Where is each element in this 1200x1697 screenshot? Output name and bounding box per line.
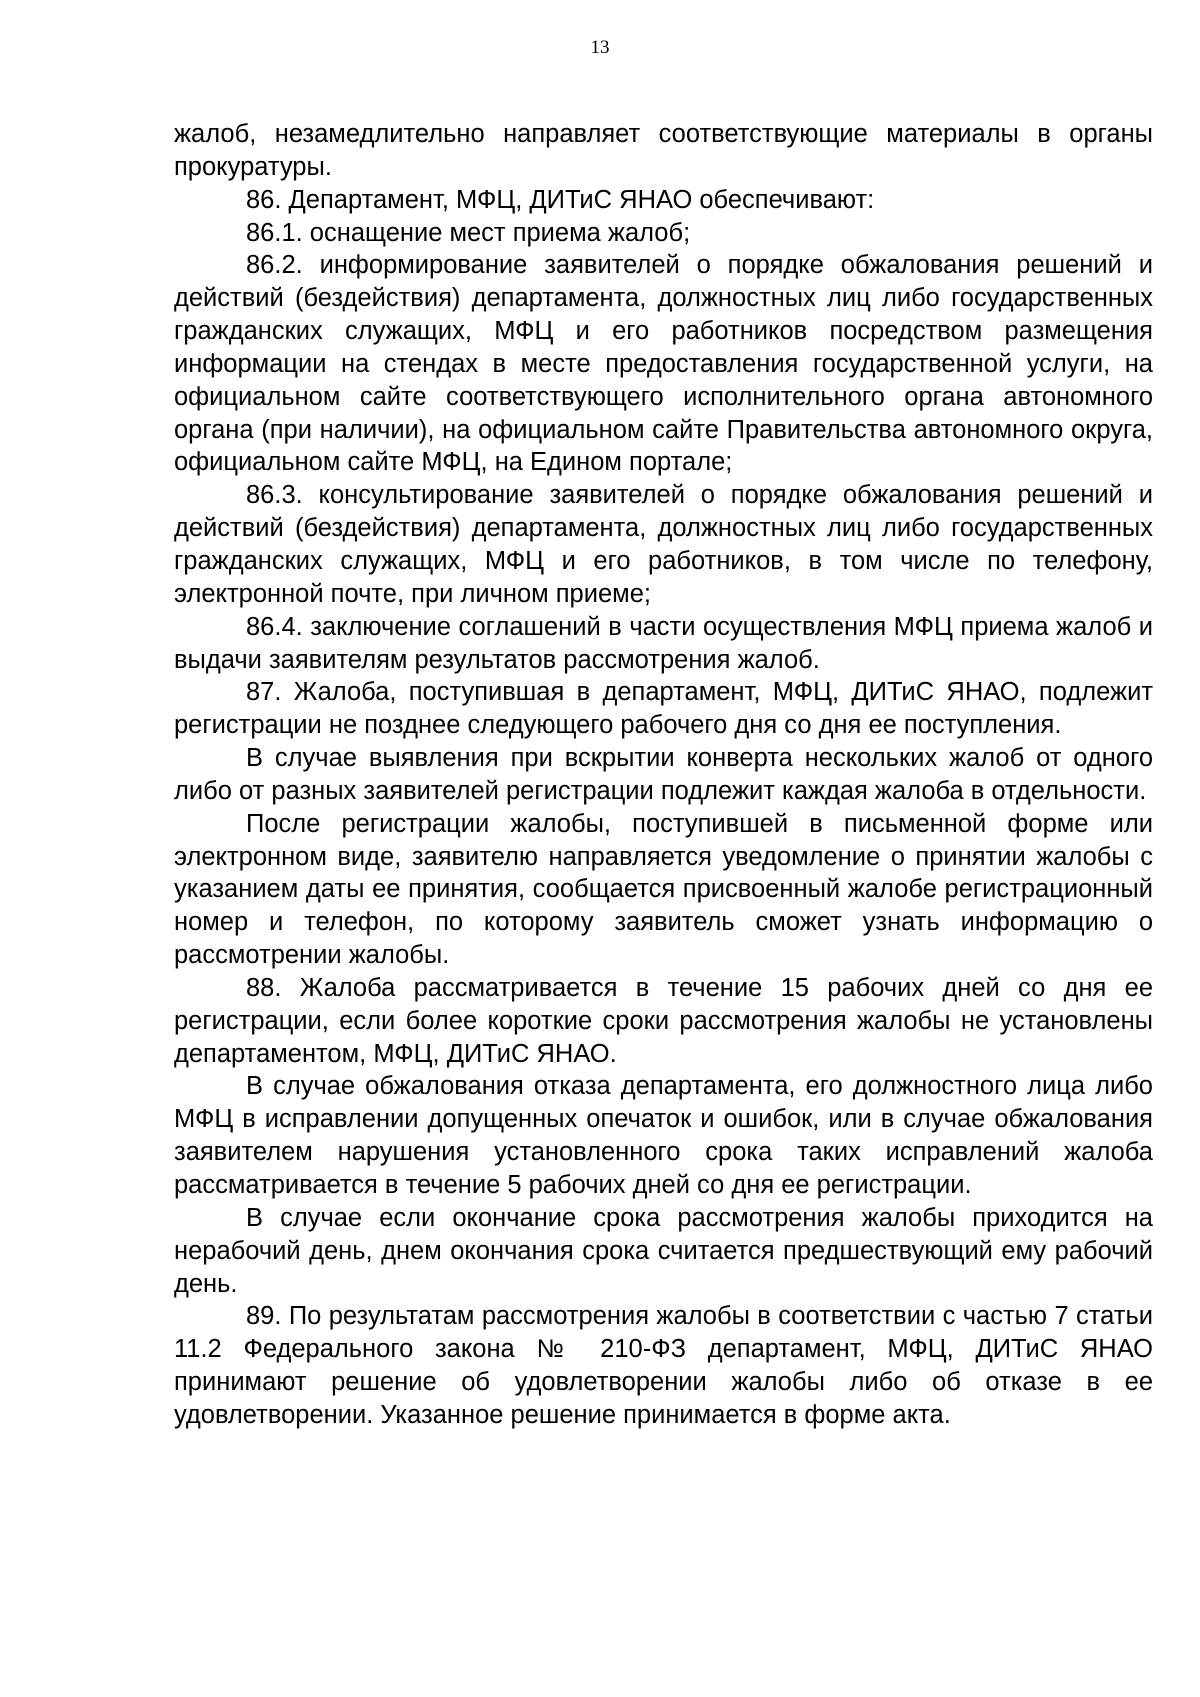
paragraph: 86. Департамент, МФЦ, ДИТиС ЯНАО обеспечивают:: [246, 185, 875, 214]
document-body: [174, 118, 1153, 1432]
paragraph: 86.2. информирование заявителей о порядке обжалования решений и действий (бездействия) департамента, должностных лиц либо государственных гражданских служащих, МФЦ и его работников посредством размещения информации на стендах в месте предоставления государственной услуги, на официальном сайте соответствующего исполнительного органа автономного органа (при наличии), на официальном сайте Правительства автономного округа, официальном сайте МФЦ, на Едином портале;: [174, 251, 1153, 477]
paragraph: В случае обжалования отказа департамента, его должностного лица либо МФЦ в исправлении допущенных опечаток и ошибок, или в случае обжалования заявителем нарушения установленного срока таких исправлений жалоба рассматривается в течение 5 рабочих дней со дня ее регистрации.: [174, 1072, 1153, 1199]
paragraph: 86.4. заключение соглашений в части осуществления МФЦ приема жалоб и выдачи заявителям результатов рассмотрения жалоб.: [174, 612, 1153, 674]
paragraph: 87. Жалоба, поступившая в департамент, МФЦ, ДИТиС ЯНАО, подлежит регистрации не позднее следующего рабочего дня со дня ее поступления.: [174, 678, 1153, 740]
paragraph: 88. Жалоба рассматривается в течение 15 рабочих дней со дня ее регистрации, если более короткие сроки рассмотрения жалобы не установлены департаментом, МФЦ, ДИТиС ЯНАО.: [174, 973, 1153, 1068]
paragraph: жалоб, незамедлительно направляет соответствующие материалы в органы прокуратуры.: [174, 120, 1153, 181]
paragraph: 86.3. консультирование заявителей о порядке обжалования решений и действий (бездействия) департамента, должностных лиц либо государственных гражданских служащих, МФЦ и его работников, в том числе по телефону, электронной почте, при личном приеме;: [174, 481, 1153, 608]
paragraph: 86.1. оснащение мест приема жалоб;: [246, 218, 691, 247]
paragraph: После регистрации жалобы, поступившей в письменной форме или электронном виде, заявителю направляется уведомление о принятии жалобы с указанием даты ее принятия, сообщается присвоенный жалобе регистрационный номер и телефон, по которому заявитель сможет узнать информацию о рассмотрении жалобы.: [174, 809, 1153, 970]
paragraph: 89. По результатам рассмотрения жалобы в соответствии с частью 7 статьи 11.2 Федерального закона № 210-ФЗ департамент, МФЦ, ДИТиС ЯНАО принимают решение об удовлетворении жалобы либо об отказе в ее удовлетворении. Указанное решение принимается в форме акта.: [174, 1302, 1153, 1429]
page-number: 13: [590, 37, 610, 58]
paragraph: В случае если окончание срока рассмотрения жалобы приходится на нерабочий день, днем окончания срока считается предшествующий ему рабочий день.: [174, 1203, 1153, 1298]
paragraph: В случае выявления при вскрытии конверта нескольких жалоб от одного либо от разных заявителей регистрации подлежит каждая жалоба в отдельности.: [174, 744, 1153, 805]
